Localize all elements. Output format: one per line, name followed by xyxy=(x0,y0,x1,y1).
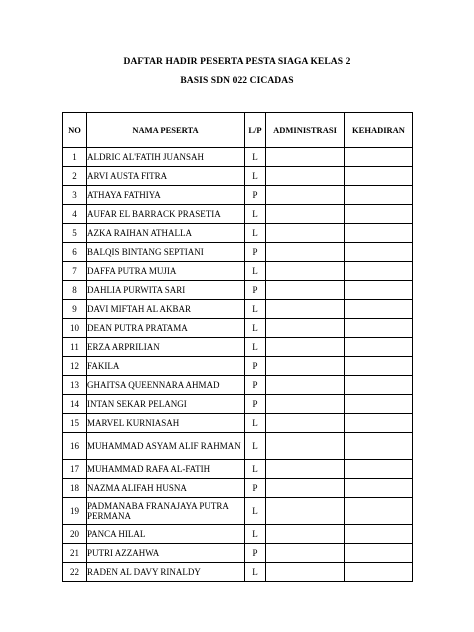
gender-cell: L xyxy=(245,300,266,319)
table-row xyxy=(63,300,413,319)
row-number-cell: 9 xyxy=(63,300,87,319)
table-row xyxy=(63,479,413,498)
gender-cell: P xyxy=(245,544,266,563)
administrasi-cell xyxy=(266,544,345,563)
table-row xyxy=(63,262,413,281)
kehadiran-cell xyxy=(345,460,413,479)
administrasi-cell xyxy=(266,148,345,167)
kehadiran-cell xyxy=(345,525,413,544)
administrasi-cell xyxy=(266,479,345,498)
administrasi-cell xyxy=(266,205,345,224)
gender-cell: L xyxy=(245,563,266,582)
kehadiran-cell xyxy=(345,148,413,167)
administrasi-cell xyxy=(266,167,345,186)
administrasi-cell xyxy=(266,357,345,376)
table-row xyxy=(63,544,413,563)
row-number-cell: 17 xyxy=(63,460,87,479)
table-row xyxy=(63,205,413,224)
kehadiran-cell xyxy=(345,319,413,338)
participant-name-cell: ERZA ARPRILIAN xyxy=(87,338,245,357)
participant-name-cell: DAHLIA PURWITA SARI xyxy=(87,281,245,300)
participant-name-cell: DAFFA PUTRA MUJIA xyxy=(87,262,245,281)
row-number-cell: 20 xyxy=(63,525,87,544)
participant-name-cell: INTAN SEKAR PELANGI xyxy=(87,395,245,414)
row-number-cell: 5 xyxy=(63,224,87,243)
participant-name-cell: DEAN PUTRA PRATAMA xyxy=(87,319,245,338)
kehadiran-cell xyxy=(345,224,413,243)
kehadiran-cell xyxy=(345,376,413,395)
kehadiran-cell xyxy=(345,544,413,563)
participant-name-cell: ATHAYA FATHIYA xyxy=(87,186,245,205)
gender-cell: P xyxy=(245,479,266,498)
administrasi-cell xyxy=(266,243,345,262)
gender-cell: P xyxy=(245,376,266,395)
column-header-kehadiran: KEHADIRAN xyxy=(345,113,413,148)
column-header-lp: L/P xyxy=(245,113,266,148)
kehadiran-cell xyxy=(345,395,413,414)
kehadiran-cell xyxy=(345,243,413,262)
table-header-row xyxy=(63,113,413,148)
gender-cell: L xyxy=(245,414,266,433)
participant-name-cell: PANCA HILAL xyxy=(87,525,245,544)
kehadiran-cell xyxy=(345,479,413,498)
gender-cell: L xyxy=(245,433,266,460)
gender-cell: P xyxy=(245,357,266,376)
row-number-cell: 21 xyxy=(63,544,87,563)
gender-cell: P xyxy=(245,395,266,414)
table-row xyxy=(63,525,413,544)
administrasi-cell xyxy=(266,262,345,281)
gender-cell: P xyxy=(245,186,266,205)
row-number-cell: 7 xyxy=(63,262,87,281)
row-number-cell: 8 xyxy=(63,281,87,300)
table-row xyxy=(63,167,413,186)
row-number-cell: 4 xyxy=(63,205,87,224)
gender-cell: L xyxy=(245,148,266,167)
participant-name-cell: AUFAR EL BARRACK PRASETIA xyxy=(87,205,245,224)
table-row xyxy=(63,563,413,582)
table-row xyxy=(63,376,413,395)
administrasi-cell xyxy=(266,376,345,395)
table-row xyxy=(63,433,413,460)
row-number-cell: 11 xyxy=(63,338,87,357)
table-row xyxy=(63,338,413,357)
row-number-cell: 16 xyxy=(63,433,87,460)
kehadiran-cell xyxy=(345,433,413,460)
table-row xyxy=(63,460,413,479)
table-body xyxy=(63,148,413,582)
administrasi-cell xyxy=(266,224,345,243)
gender-cell: P xyxy=(245,281,266,300)
column-header-no: NO xyxy=(63,113,87,148)
kehadiran-cell xyxy=(345,186,413,205)
participant-name-cell: GHAITSA QUEENNARA AHMAD xyxy=(87,376,245,395)
participant-name-cell: MUHAMMAD RAFA AL-FATIH xyxy=(87,460,245,479)
administrasi-cell xyxy=(266,414,345,433)
kehadiran-cell xyxy=(345,281,413,300)
gender-cell: L xyxy=(245,460,266,479)
table-row xyxy=(63,281,413,300)
gender-cell: L xyxy=(245,262,266,281)
column-header-administrasi: ADMINISTRASI xyxy=(266,113,345,148)
table-row xyxy=(63,148,413,167)
kehadiran-cell xyxy=(345,414,413,433)
row-number-cell: 1 xyxy=(63,148,87,167)
kehadiran-cell xyxy=(345,563,413,582)
gender-cell: L xyxy=(245,525,266,544)
column-header-nama: NAMA PESERTA xyxy=(87,113,245,148)
administrasi-cell xyxy=(266,525,345,544)
administrasi-cell xyxy=(266,319,345,338)
participant-name-cell: MARVEL KURNIASAH xyxy=(87,414,245,433)
gender-cell: P xyxy=(245,243,266,262)
gender-cell: L xyxy=(245,167,266,186)
administrasi-cell xyxy=(266,281,345,300)
row-number-cell: 14 xyxy=(63,395,87,414)
attendance-table xyxy=(62,112,413,582)
administrasi-cell xyxy=(266,460,345,479)
row-number-cell: 19 xyxy=(63,498,87,525)
kehadiran-cell xyxy=(345,300,413,319)
table-row xyxy=(63,243,413,262)
participant-name-cell: MUHAMMAD ASYAM ALIF RAHMAN xyxy=(87,433,245,460)
kehadiran-cell xyxy=(345,357,413,376)
administrasi-cell xyxy=(266,186,345,205)
administrasi-cell xyxy=(266,498,345,525)
gender-cell: L xyxy=(245,205,266,224)
row-number-cell: 3 xyxy=(63,186,87,205)
row-number-cell: 18 xyxy=(63,479,87,498)
kehadiran-cell xyxy=(345,338,413,357)
administrasi-cell xyxy=(266,433,345,460)
kehadiran-cell xyxy=(345,498,413,525)
table-row xyxy=(63,186,413,205)
table-row xyxy=(63,319,413,338)
document-title: DAFTAR HADIR PESERTA PESTA SIAGA KELAS 2 xyxy=(123,57,351,67)
participant-name-cell: NAZMA ALIFAH HUSNA xyxy=(87,479,245,498)
participant-name-cell: AZKA RAIHAN ATHALLA xyxy=(87,224,245,243)
row-number-cell: 15 xyxy=(63,414,87,433)
table-row xyxy=(63,357,413,376)
kehadiran-cell xyxy=(345,262,413,281)
participant-name-cell: PADMANABA FRANAJAYA PUTRA PERMANA xyxy=(87,498,245,525)
administrasi-cell xyxy=(266,395,345,414)
row-number-cell: 10 xyxy=(63,319,87,338)
administrasi-cell xyxy=(266,338,345,357)
row-number-cell: 13 xyxy=(63,376,87,395)
gender-cell: L xyxy=(245,338,266,357)
participant-name-cell: DAVI MIFTAH AL AKBAR xyxy=(87,300,245,319)
gender-cell: L xyxy=(245,224,266,243)
table-row xyxy=(63,395,413,414)
table-row xyxy=(63,414,413,433)
table-row xyxy=(63,498,413,525)
participant-name-cell: RADEN AL DAVY RINALDY xyxy=(87,563,245,582)
participant-name-cell: ARVI AUSTA FITRA xyxy=(87,167,245,186)
row-number-cell: 22 xyxy=(63,563,87,582)
kehadiran-cell xyxy=(345,205,413,224)
row-number-cell: 12 xyxy=(63,357,87,376)
gender-cell: L xyxy=(245,498,266,525)
kehadiran-cell xyxy=(345,167,413,186)
participant-name-cell: BALQIS BINTANG SEPTIANI xyxy=(87,243,245,262)
table-row xyxy=(63,224,413,243)
row-number-cell: 2 xyxy=(63,167,87,186)
administrasi-cell xyxy=(266,300,345,319)
participant-name-cell: ALDRIC AL'FATIH JUANSAH xyxy=(87,148,245,167)
participant-name-cell: FAKILA xyxy=(87,357,245,376)
document-subtitle: BASIS SDN 022 CICADAS xyxy=(180,76,294,86)
administrasi-cell xyxy=(266,563,345,582)
participant-name-cell: PUTRI AZZAHWA xyxy=(87,544,245,563)
row-number-cell: 6 xyxy=(63,243,87,262)
gender-cell: L xyxy=(245,319,266,338)
